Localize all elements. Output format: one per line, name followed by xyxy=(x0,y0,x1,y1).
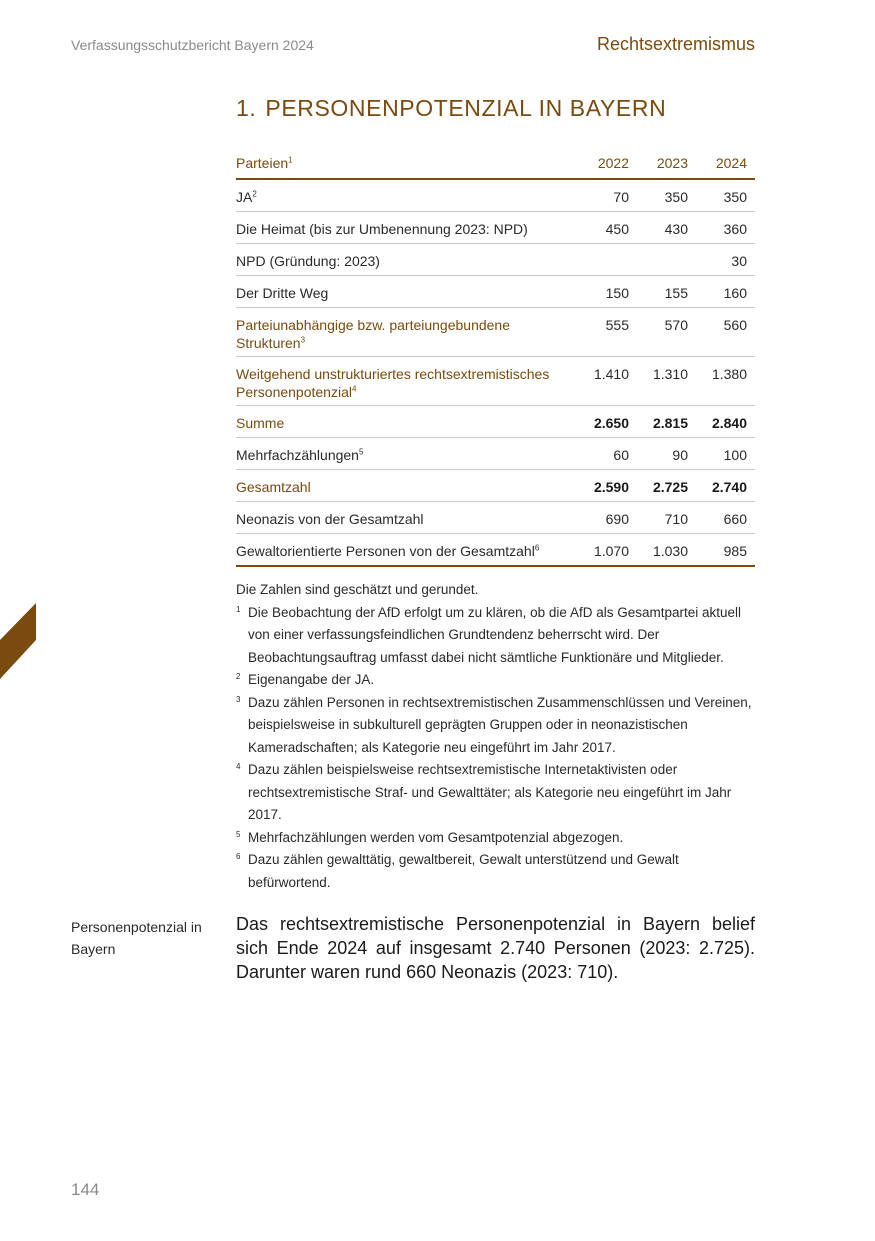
table-notes xyxy=(236,579,755,894)
margin-label: Personenpotenzial in Bayern xyxy=(71,919,202,957)
table-row xyxy=(236,179,755,212)
footnote-text: Dazu zählen beispielsweise rechtsextremistische Internetaktivisten oder rechtsextremistische Straf- und Gewalttäter; als Kategorie neu eingeführt im Jahr 2017. xyxy=(248,762,732,822)
cell-value: 985 xyxy=(696,534,755,567)
footnote-text: Mehrfachzählungen werden vom Gesamtpotenzial abgezogen. xyxy=(248,829,624,845)
cell-value: 30 xyxy=(696,244,755,276)
footnote-number: 2 xyxy=(236,672,241,681)
footnote xyxy=(236,602,755,670)
row-label: Neonazis von der Gesamtzahl xyxy=(236,502,578,534)
cell-value: 2.840 xyxy=(696,406,755,438)
cell-value: 70 xyxy=(578,179,637,212)
table-row xyxy=(236,357,755,406)
footnote-ref: 1 xyxy=(288,154,293,164)
year-header: 2023 xyxy=(637,147,696,179)
cell-value: 710 xyxy=(637,502,696,534)
row-label: Parteiunabhängige bzw. parteiungebundene Strukturen$^3$ xyxy=(236,308,578,357)
section-heading xyxy=(236,95,666,122)
cell-value: 350 xyxy=(637,179,696,212)
footnote xyxy=(236,669,755,692)
table-row xyxy=(236,406,755,438)
footnote-ref: 3 xyxy=(300,335,306,345)
cell-value: 2.740 xyxy=(696,470,755,502)
personenpotenzial-table xyxy=(236,147,755,567)
footnote-number: 6 xyxy=(236,852,241,861)
cell-value: 155 xyxy=(637,276,696,308)
cell-value: 350 xyxy=(696,179,755,212)
cell-value: 1.030 xyxy=(637,534,696,567)
row-label: Die Heimat (bis zur Umbenennung 2023: NPD) xyxy=(236,212,578,244)
cell-value: 360 xyxy=(696,212,755,244)
cell-value xyxy=(637,244,696,276)
page-number: 144 xyxy=(71,1180,100,1199)
footnote-number: 1 xyxy=(236,604,241,614)
table-row xyxy=(236,276,755,308)
row-label: $JA^2$ xyxy=(236,179,578,212)
footnote-ref: 4 xyxy=(351,384,357,394)
table-row xyxy=(236,244,755,276)
cell-value: 555 xyxy=(578,308,637,357)
table-header-label: Parteien$^1$ xyxy=(236,147,578,179)
footnote xyxy=(236,759,755,827)
row-label: Der Dritte Weg xyxy=(236,276,578,308)
footnote xyxy=(236,849,755,894)
cell-value: 560 xyxy=(696,308,755,357)
cell-value: 2.725 xyxy=(637,470,696,502)
cell-value: 570 xyxy=(637,308,696,357)
cell-value: 2.815 xyxy=(637,406,696,438)
table-row xyxy=(236,502,755,534)
cell-value: 2.590 xyxy=(578,470,637,502)
cell-value: 660 xyxy=(696,502,755,534)
chapter-edge-tab xyxy=(0,603,36,679)
cell-value: 90 xyxy=(637,438,696,470)
footnote-number: 3 xyxy=(236,694,241,704)
cell-value: 450 xyxy=(578,212,637,244)
body-paragraph: Das rechtsextremistische Personenpotenzial in Bayern belief sich Ende 2024 auf insgesamt 2.740 Personen (2023: 2.725). Darunter waren rund 660 Neonazis (2023: 710). xyxy=(236,914,755,982)
cell-value: 100 xyxy=(696,438,755,470)
cell-value: 60 xyxy=(578,438,637,470)
footnote-ref: 6 xyxy=(534,543,540,553)
footnote-text: Dazu zählen gewalttätig, gewaltbereit, Gewalt unterstützend und Gewalt befürwortend. xyxy=(248,852,679,890)
footnote-ref: 5 xyxy=(358,447,364,457)
table-row xyxy=(236,212,755,244)
row-label: Summe xyxy=(236,406,578,438)
row-label: Gewaltorientierte Personen von der Gesamtzahl$^6$ xyxy=(236,534,578,567)
table-row xyxy=(236,470,755,502)
cell-value: 690 xyxy=(578,502,637,534)
chapter-title: Rechtsextremismus xyxy=(596,34,755,54)
row-label: Gesamtzahl xyxy=(236,470,578,502)
footnote-text: Eigenangabe der JA. xyxy=(248,672,375,687)
cell-value: 160 xyxy=(696,276,755,308)
table-row xyxy=(236,438,755,470)
cell-value xyxy=(578,244,637,276)
cell-value: 2.650 xyxy=(578,406,637,438)
year-header: 2022 xyxy=(578,147,637,179)
cell-value: 1.070 xyxy=(578,534,637,567)
running-title: Verfassungsschutzbericht Bayern 2024 xyxy=(71,37,314,53)
footnote-text: Die Beobachtung der AfD erfolgt um zu klären, ob die AfD als Gesamtpartei aktuell von einer verfassungsfeindlichen Grundtendenz beherrscht wird. Der Beobachtungsauftrag umfasst dabei nicht sämtliche Funktionäre und Mitglieder. xyxy=(248,604,742,665)
cell-value: 430 xyxy=(637,212,696,244)
year-header: 2024 xyxy=(696,147,755,179)
footnote xyxy=(236,692,755,760)
cell-value: 1.310 xyxy=(637,357,696,406)
row-label: NPD (Gründung: 2023) xyxy=(236,244,578,276)
section-title: PERSONENPOTENZIAL IN BAYERN xyxy=(265,95,667,121)
cell-value: 1.380 xyxy=(696,357,755,406)
footnote xyxy=(236,827,755,850)
footnote-text: Dazu zählen Personen in rechtsextremistischen Zusammenschlüssen und Vereinen, beispielsweise in subkulturell geprägten Gruppen oder in neonazistischen Kameradschaften; als Kategorie neu eingeführt im Jahr 2017. xyxy=(248,694,752,755)
table-row xyxy=(236,308,755,357)
cell-value: 150 xyxy=(578,276,637,308)
section-number: 1. xyxy=(236,95,257,121)
footnote-ref: 2 xyxy=(252,189,257,199)
footnote-number: 4 xyxy=(236,762,241,771)
notes-intro: Die Zahlen sind geschätzt und gerundet. xyxy=(236,582,479,597)
row-label: Mehrfachzählungen$^5$ xyxy=(236,438,578,470)
table-row xyxy=(236,534,755,567)
table-header-row xyxy=(236,147,755,179)
footnote-number: 5 xyxy=(236,829,241,839)
cell-value: 1.410 xyxy=(578,357,637,406)
row-label: Weitgehend unstrukturiertes rechtsextremistisches Personenpotenzial$^4$ xyxy=(236,357,578,406)
